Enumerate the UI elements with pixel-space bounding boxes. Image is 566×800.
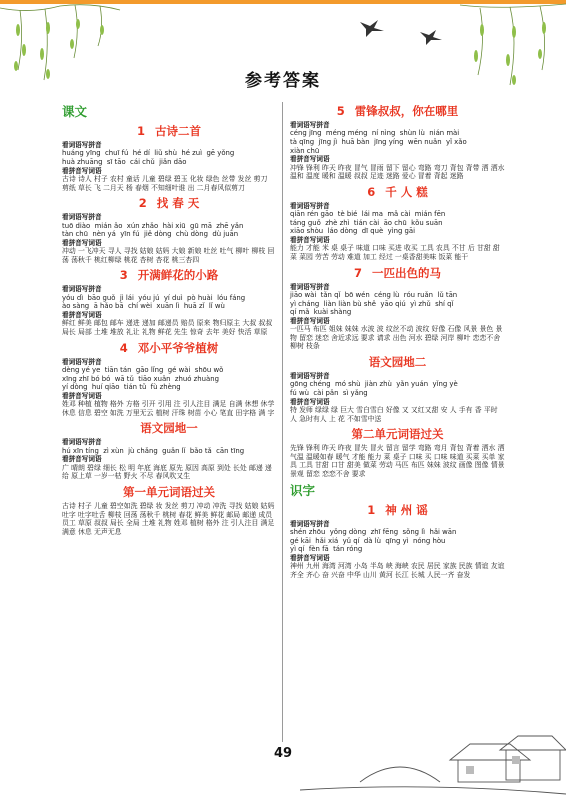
hanzi-answers: 神州 九州 海湾 河湾 小岛 半岛 峡 海峡 农民 居民 家族 民族 情谊 友谊 齐全 齐心 奋 兴奋 中华 山川 黄河 长江 长城 人民一齐 奋发: [290, 562, 505, 579]
hanzi-answers: 先锋 锋利 昨天 昨夜 冒失 冒火 留言 留学 弯路 弯月 背包 背着 洒水 洒 气温 温暖如春 暖气 才能 能力 菜 桌子 口味 买 口味 味道 买菜 买单 家具 工具 甘甜 口甘 甜美 做菜 劳动 马匹 布匹 妹妹 波纹 画像 图像 情景 景观 留恋 恋恋不舍 要求: [290, 444, 505, 478]
lesson-title: [62, 123, 276, 139]
lesson-number: 5: [336, 104, 345, 118]
exercise-label: 看拼音写词语: [62, 391, 102, 400]
section-heading: 课文: [62, 104, 88, 119]
pinyin-answers: huáng yīng chuī fú hé dí liǔ shù hé zuì gē yǒng huà zhuāng sī tāo cái chǔ jiǎn dāo: [62, 149, 235, 166]
column-divider: [282, 102, 283, 742]
exercise-label: 看词语写拼音: [62, 213, 102, 222]
lesson-name: 一匹出色的马: [372, 265, 441, 280]
exercise-label: 看拼音写词语: [290, 553, 330, 562]
exercise-label: 看词语写拼音: [62, 438, 102, 447]
lesson-name: 邓小平爷爷植树: [137, 340, 219, 355]
exercise-label: 看拼音写词语: [62, 310, 102, 319]
lesson-name: 神 州 谣: [385, 502, 428, 517]
hanzi-answers: 姓邓 种植 植物 格外 方格 引开 引用 注 引人注目 满足 自满 休想 休学 休息 信息 碧空 如洗 万里无云 植树 汗珠 树苗 小心 笔直 田字格 满 字: [62, 400, 275, 417]
hanzi-answers: 特 发师 绿绿 绿 巨大 雪白雪白 好像 又 又红又甜 安 人 手有 香 平时 人 急时有人 上 花 不如雪中送: [290, 405, 498, 423]
exercise-label: 看拼音写词语: [290, 316, 330, 325]
lesson-number: 3: [119, 268, 128, 283]
lesson-name: 语文园地二: [368, 354, 427, 369]
lesson-number: 6: [367, 184, 376, 199]
exercise-label: 看词语写拼音: [290, 519, 330, 528]
lesson-number: 7: [353, 265, 362, 280]
village-scenery-illustration: [300, 690, 566, 800]
exercise-label: 看拼音写词语: [290, 155, 330, 164]
lesson-number: 1: [136, 124, 145, 138]
lesson-title: [62, 195, 276, 211]
lesson-number: 2: [138, 196, 147, 211]
hanzi-answers: 冲锋 锋利 昨天 昨夜 冒气 冒雨 留下 留心 弯路 弯刀 背包 背带 洒 洒水 温和 温度 暖和 温暖 叔叔 足迹 迷路 爱心 冒着 背起 迷路: [290, 163, 505, 181]
exercise-label: 看拼音写词语: [62, 166, 102, 175]
exercise-label: 看拼音写词语: [290, 235, 330, 244]
lesson-title: [290, 502, 505, 518]
lesson-name: 古诗二首: [155, 124, 201, 138]
pinyin-answers: hú xīn tíng zì xùn jù chǎng guǎn lǐ bǎo tǎ cān tīng: [62, 446, 245, 455]
exercise-label: 看词语写拼音: [62, 357, 102, 366]
pinyin-answers: tuō diào mián ǎo xún zhǎo hài xiū gū mā zhē yǎn tàn chū nèn yá yīn fú jiě dòng chù dòng dù juān: [62, 221, 244, 239]
pinyin-answers: dèng yé ye tiān tán gāo lǐng gé wài shōu wǒ xīng zhī bó bó wā tǔ tiāo xuǎn zhuó zhuàng yí dòng huí qiāo tián tǔ fù zhèng: [62, 365, 224, 392]
lesson-name: 千 人 糕: [385, 184, 428, 199]
lesson-name: 开满鲜花的小路: [137, 268, 219, 283]
pinyin-answers: jiāo wài tǎn qǐ bō wén céng lù róu ruǎn lǔ tān yì cháng liàn liàn bù shě yāo qiú yì zhǔ shí qǐ qí mǎ kuài shàng: [290, 290, 458, 317]
lesson-title: [290, 103, 505, 119]
exercise-label: 看词语写拼音: [290, 282, 330, 291]
exercise-label: 看词语写拼音: [290, 121, 330, 129]
left-column: [62, 100, 276, 536]
exercise-label: 看拼音写词语: [290, 397, 330, 406]
lesson-title: [290, 184, 505, 200]
lesson-title: [62, 484, 276, 500]
pinyin-answers: qiān rén gāo tè bié lái ma mǎ cài mián fēn táng guǒ zhè zhì tián cài āo chū kǒu suān xiāo shòu láo dòng dī què yìng gāi: [290, 210, 446, 236]
pinyin-answers: yóu dì bāo guǒ jì lái yóu jú yí duì pò huài lóu fáng ào sàng ā hǎo bā chí wèi xuān lì huā zǐ lǐ wù: [62, 293, 246, 311]
lesson-name: 第一单元词语过关: [123, 484, 215, 499]
lesson-name: 第二单元词语过关: [351, 427, 444, 442]
lesson-name: 语文园地一: [140, 421, 198, 436]
hanzi-answers: 广 晴朗 碧绿 细长 松 明 年底 海底 原先 原因 高原 到处 长处 邮递 递给 原上草 一岁一枯 野火 不尽 春风吹又生: [62, 463, 272, 481]
page-number: 49: [273, 746, 293, 761]
lesson-title: [62, 267, 276, 283]
lesson-number: 1: [367, 502, 376, 517]
hanzi-answers: 一匹马 布匹 姐妹 妹妹 水波 波 纹丝不动 波纹 好像 石像 风景 景色 景物 留恋 迷恋 舍近求远 要求 请求 出色 河水 碧绿 河岸 柳叶 恋恋不舍 柳树 枝条: [290, 325, 503, 351]
lesson-title: [290, 265, 505, 281]
lesson-title: [290, 354, 505, 370]
exercise-label: 看拼音写词语: [62, 238, 102, 247]
pinyin-answers: gōng chéng mó shù jiàn zhù yǎn yuán yǐng yè fú wù cài pǎn sì yǎng: [290, 380, 458, 397]
right-column: [290, 100, 505, 579]
hanzi-answers: 古诗 诗人 村子 农村 童话 儿童 碧绿 碧玉 化妆 绿色 丝带 发丝 剪刀 剪纸 草长 飞 二月天 杨 春烟 不知细叶谁 出 二月春风似剪刀: [62, 175, 268, 192]
pinyin-answers: shén zhōu yǒng dòng zhī fēng sǒng lì hǎi wān gé kāi hǎi xiá yǔ qí dà lù qīng yì nóng hòu yì qí fèn fā tán róng: [290, 527, 457, 554]
exercise-label: 看词语写拼音: [290, 371, 330, 380]
pinyin-answers: céng jīng méng méng ní nìng shùn lù nián mài tà qīng jīng jì huā bàn jīng yíng wēn nuǎn yǐ xǎo xiàn chū: [290, 129, 467, 155]
hanzi-answers: 冲动 一飞冲天 寻人 寻找 姑娘 姑妈 大娘 新娘 吐丝 吐气 柳叶 柳枝 回荡 荡秋千 桃红柳绿 桃花 杏树 杏花 桃三杏四: [62, 247, 275, 264]
page-title: 参考答案: [245, 71, 321, 91]
lesson-number: 4: [119, 340, 128, 355]
lesson-name: 找 春 天: [156, 196, 200, 211]
lesson-title: [62, 340, 276, 356]
lesson-title: [290, 426, 505, 442]
hanzi-answers: 鲜红 鲜美 邮包 邮车 递进 递加 邮递员 赔员 原来 物归原主 大叔 叔叔 局长 局部 土堆 堆放 礼让 礼物 鲜花 先生 惊奇 去年 美好 快活 草原: [62, 319, 273, 336]
exercise-label: 看词语写拼音: [290, 201, 330, 210]
exercise-label: 看词语写拼音: [62, 141, 102, 149]
exercise-label: 看拼音写词语: [62, 455, 102, 464]
lesson-title: [62, 420, 276, 436]
exercise-label: 看词语写拼音: [62, 285, 102, 294]
hanzi-answers: 古诗 村子 儿童 碧空如洗 碧绿 妆 发丝 剪刀 冲动 冲洗 寻找 姑娘 姑妈 吐字 吐字吐舌 柳枝 回荡 荡秋千 桃树 春花 鲜美 鲜花 邮局 邮递 成员 员工 草原 叔叔 局长 全局 土堆 礼物 姓邓 植树 格外 注 引人注目 满足 满意 休息 无声无息: [62, 501, 275, 536]
hanzi-answers: 能力 才能 米 桌 桌子 味道 口味 买进 收买 工具 农具 不甘 后 甘甜 甜菜 菜园 劳苦 劳动 难道 加工 经过 一桌香甜美味 饭菜 能干: [290, 244, 500, 261]
lesson-name: 雷锋叔叔，你在哪里: [354, 104, 459, 118]
section-heading: 识字: [290, 482, 316, 498]
